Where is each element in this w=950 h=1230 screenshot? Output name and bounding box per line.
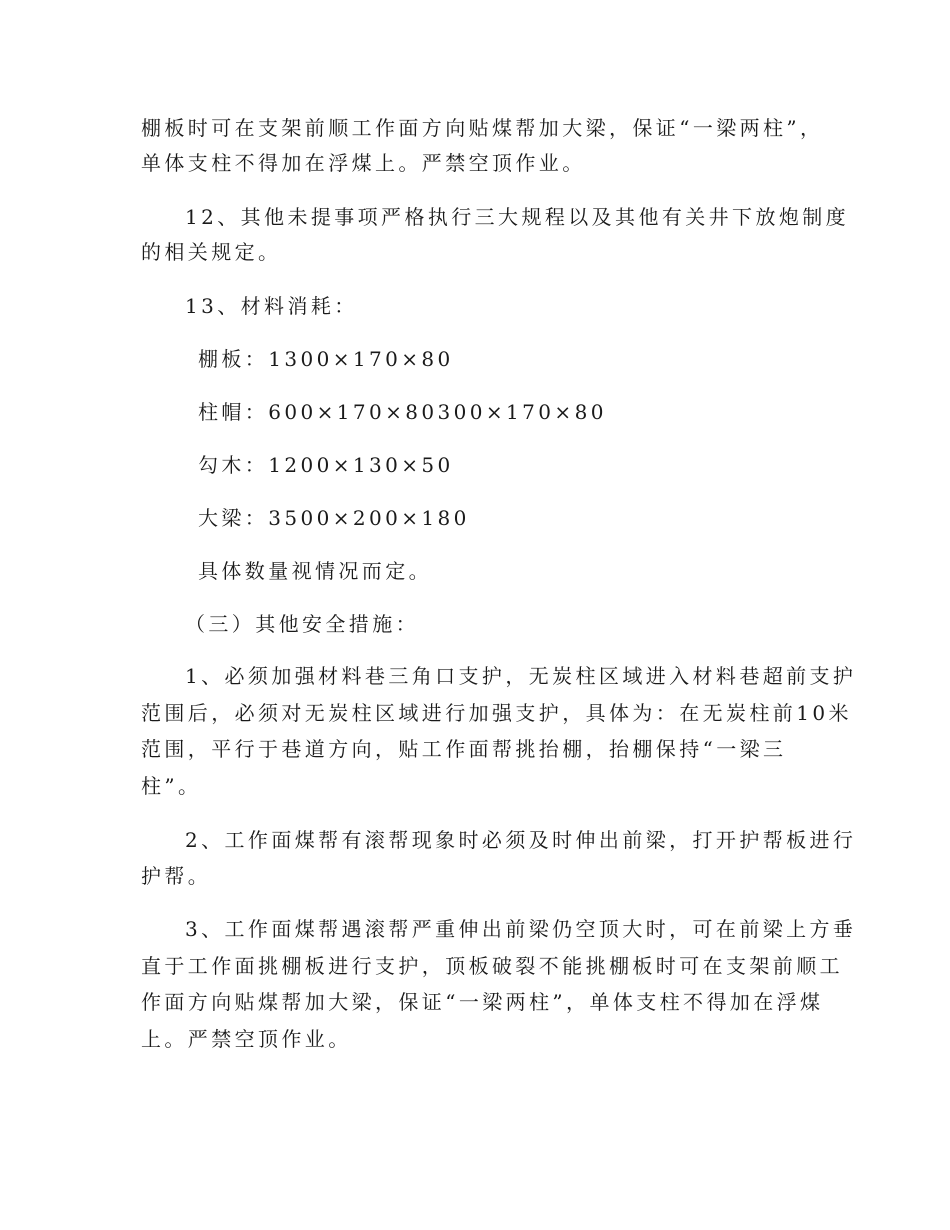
text-line: 护帮。: [141, 864, 212, 888]
text-line: 柱帽：600×170×80300×170×80: [198, 400, 607, 424]
text-line: 直于工作面挑棚板进行支护，顶板破裂不能挑棚板时可在支架前顺工: [141, 954, 843, 978]
text-line: 大梁：3500×200×180: [198, 506, 470, 530]
text-line: 2、工作面煤帮有滚帮现象时必须及时伸出前梁，打开护帮板进行: [185, 828, 857, 852]
text-line: 具体数量视情况而定。: [198, 559, 432, 583]
text-line: 单体支柱不得加在浮煤上。严禁空顶作业。: [141, 151, 586, 175]
text-line: 柱”。: [141, 774, 202, 798]
text-line: 的相关规定。: [141, 240, 282, 264]
text-line: 1、必须加强材料巷三角口支护，无炭柱区域进入材料巷超前支护: [185, 664, 857, 688]
text-line: 3、工作面煤帮遇滚帮严重伸出前梁仍空顶大时，可在前梁上方垂: [185, 917, 857, 941]
text-line: 12、其他未提事项严格执行三大规程以及其他有关井下放炮制度: [185, 205, 850, 229]
text-line: 13、材料消耗：: [185, 294, 358, 318]
text-line: 上。严禁空顶作业。: [141, 1027, 352, 1051]
text-line: 范围后，必须对无炭柱区域进行加强支护，具体为：在无炭柱前10米: [141, 701, 852, 725]
text-line: 作面方向贴煤帮加大梁，保证“一梁两柱”，单体支柱不得加在浮煤: [141, 990, 824, 1014]
text-line: 勾木：1200×130×50: [198, 453, 454, 477]
text-line: 棚板时可在支架前顺工作面方向贴煤帮加大梁，保证“一梁两柱”，: [141, 116, 824, 140]
text-line: （三）其他安全措施：: [185, 612, 419, 636]
text-line: 范围，平行于巷道方向，贴工作面帮挑抬棚，抬棚保持“一梁三: [141, 737, 787, 761]
text-line: 棚板：1300×170×80: [198, 347, 454, 371]
